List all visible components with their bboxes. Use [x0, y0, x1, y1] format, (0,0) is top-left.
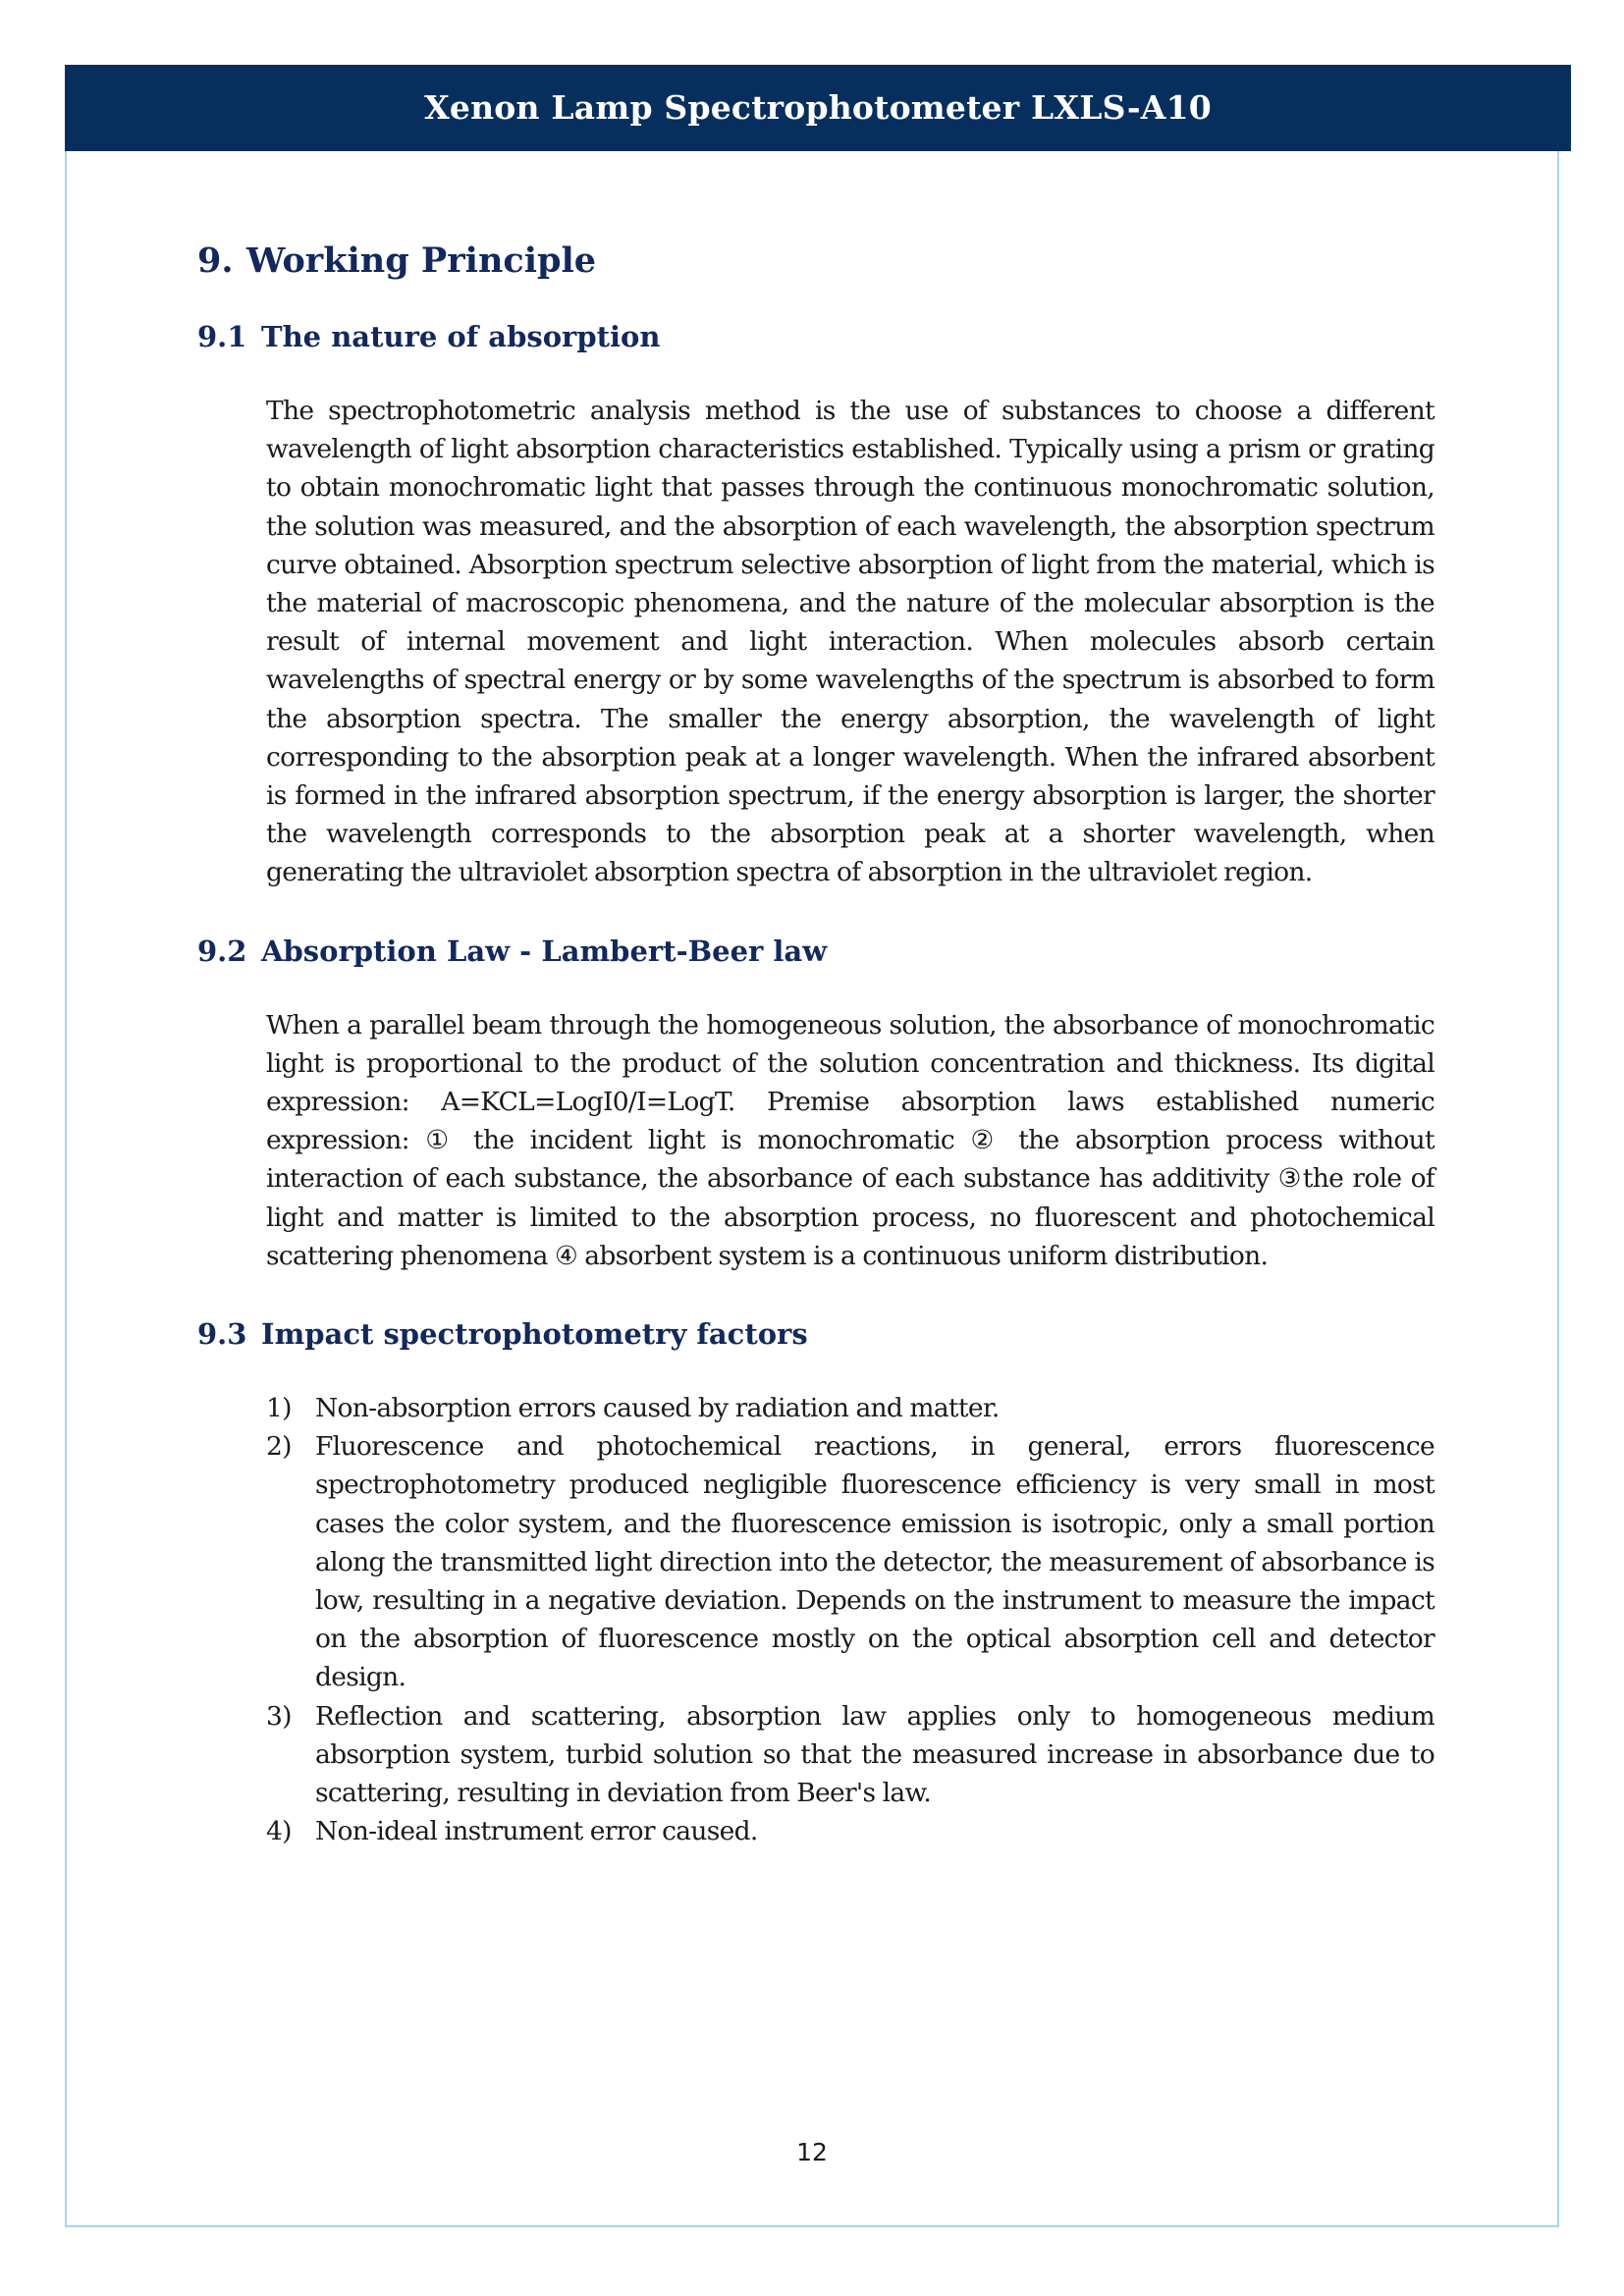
subsection-heading-9-1 — [197, 314, 1435, 359]
section-heading — [197, 232, 1435, 291]
section-title: Working Principle — [246, 240, 597, 281]
subsection-title: Absorption Law - Lambert-Beer law — [261, 934, 828, 968]
list-marker: 2) — [266, 1431, 292, 1463]
subsection-number: 9.3 — [197, 1317, 247, 1352]
list-item — [266, 1812, 1435, 1850]
subsection-number: 9.2 — [197, 934, 247, 968]
list-item-text: Non-absorption errors caused by radiation and matter. — [315, 1393, 1000, 1424]
list-item-text: Reflection and scattering, absorption law applies only to homogeneous medium absorption system, turbid solution so that the measured increase in absorbance due to scattering, resulting in deviation from Beer's law. — [315, 1700, 1435, 1809]
subsection-body-9-1 — [266, 392, 1435, 892]
page-content — [197, 232, 1435, 1851]
subsection-number: 9.1 — [197, 320, 247, 353]
page-number: 12 — [796, 2138, 828, 2166]
subsection-body-9-2 — [266, 1006, 1435, 1275]
document-title: Xenon Lamp Spectrophotometer LXLS-A10 — [424, 88, 1212, 127]
section-number: 9. — [197, 240, 234, 281]
list-marker: 4) — [266, 1816, 292, 1847]
list-item-text: Fluorescence and photochemical reactions, in general, errors fluorescence spectrophotometry produced negligible fluorescence efficiency is very small in most cases the color system, and the fluorescence emission is isotropic, only a small portion along the transmitted light direction into the detector, the measurement of absorbance is low, resulting in a negative deviation. Depends on the instrument to measure the impact on the absorption of fluorescence mostly on the optical absorption cell and detector design. — [315, 1431, 1435, 1693]
subsection-heading-9-3 — [197, 1311, 1435, 1357]
paragraph: The spectrophotometric analysis method is the use of substances to choose a different wavelength of light absorption characteristics established. Typically using a prism or grating to obtain monochromatic light that passes through the continuous monochromatic solution, the solution was measured, and the absorption of each wavelength, the absorption spectrum curve obtained. Absorption spectrum selective absorption of light from the material, which is the material of macroscopic phenomena, and the nature of the molecular absorption is the result of internal movement and light interaction. When molecules absorb certain wavelengths of spectral energy or by some wavelengths of the spectrum is absorbed to form the absorption spectra. The smaller the energy absorption, the wavelength of light corresponding to the absorption peak at a longer wavelength. When the infrared absorbent is formed in the infrared absorption spectrum, if the energy absorption is larger, the shorter the wavelength corresponds to the absorption peak at a shorter wavelength, when generating the ultraviolet absorption spectra of absorption in the ultraviolet region. — [266, 396, 1435, 888]
subsection-title: Impact spectrophotometry factors — [261, 1317, 808, 1352]
paragraph: When a parallel beam through the homogeneous solution, the absorbance of monochromatic light is proportional to the product of the solution concentration and thickness. Its digital expression: A=KCL=LogI0/I=LogT. Premise absorption laws established numeric expression: ① the incident light is monochromatic ② the absorption process without interaction of each substance, the absorbance of each substance has additivity ③the role of light and matter is limited to the absorption process, no fluorescent and photochemical scattering phenomena ④ absorbent system is a continuous uniform distribution. — [266, 1009, 1435, 1271]
list-item — [266, 1389, 1435, 1427]
factors-list — [266, 1389, 1435, 1850]
list-marker: 3) — [266, 1700, 292, 1732]
list-marker: 1) — [266, 1393, 292, 1424]
list-item — [266, 1427, 1435, 1696]
subsection-heading-9-2 — [197, 929, 1435, 974]
list-item-text: Non-ideal instrument error caused. — [315, 1816, 758, 1847]
subsection-title: The nature of absorption — [261, 320, 661, 353]
document-header — [65, 65, 1571, 151]
list-item — [266, 1697, 1435, 1813]
subsection-body-9-3 — [266, 1389, 1435, 1850]
